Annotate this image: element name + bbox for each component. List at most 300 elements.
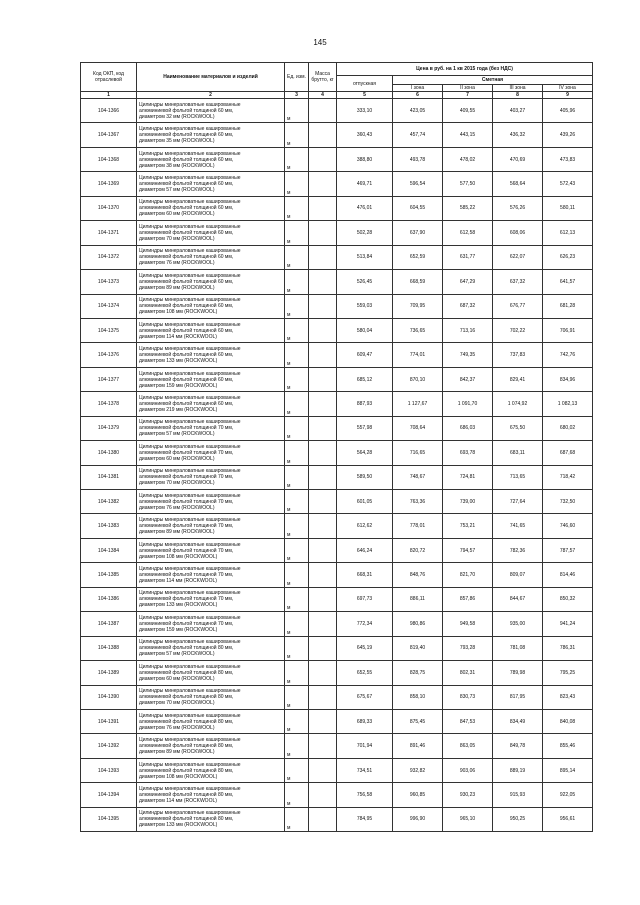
row-name-line: алюминиевой фольгой толщиной 70 мм, [139, 547, 234, 554]
row-mass [309, 294, 337, 318]
row-zone-4-price: 787,57 [543, 538, 593, 562]
row-name-line: диаметром 76 мм (ROCKWOOL) [139, 260, 215, 267]
row-mass [309, 245, 337, 269]
row-name-line: Цилиндры минераловатные кашированные [139, 639, 241, 646]
row-unit: м [285, 245, 309, 269]
row-release-price: 388,80 [337, 147, 393, 171]
row-name [137, 99, 285, 123]
row-name-line: Цилиндры минераловатные кашированные [139, 394, 241, 401]
row-name [137, 343, 285, 367]
row-zone-1-price: 708,64 [393, 416, 443, 440]
header-mass: Масса брутто, кг [309, 63, 337, 92]
row-mass [309, 612, 337, 636]
row-code: 104-1372 [81, 245, 137, 269]
row-zone-3-price: 889,19 [493, 758, 543, 782]
row-name-line: диаметром 89 мм (ROCKWOOL) [139, 529, 215, 536]
row-mass [309, 123, 337, 147]
row-mass [309, 783, 337, 807]
col-number: 7 [443, 92, 493, 99]
row-name-line: Цилиндры минераловатные кашированные [139, 272, 241, 279]
row-unit: м [285, 221, 309, 245]
row-name-line: диаметром 60 мм (ROCKWOOL) [139, 675, 215, 682]
row-zone-1-price: 932,82 [393, 758, 443, 782]
row-zone-4-price: 922,05 [543, 783, 593, 807]
row-zone-4-price: 786,31 [543, 636, 593, 660]
row-name [137, 367, 285, 391]
row-release-price: 476,01 [337, 196, 393, 220]
row-zone-3-price: 817,95 [493, 685, 543, 709]
row-zone-3-price: 741,65 [493, 514, 543, 538]
table-row [81, 612, 593, 636]
row-release-price: 513,84 [337, 245, 393, 269]
row-name [137, 661, 285, 685]
table-row [81, 318, 593, 342]
row-unit: м [285, 563, 309, 587]
row-name-line: диаметром 114 мм (ROCKWOOL) [139, 578, 217, 585]
row-zone-4-price: 814,46 [543, 563, 593, 587]
row-name-line: диаметром 57 мм (ROCKWOOL) [139, 651, 215, 658]
row-zone-1-price: 996,90 [393, 807, 443, 831]
row-name-line: диаметром 60 мм (ROCKWOOL) [139, 211, 215, 218]
row-name-line: алюминиевой фольгой толщиной 60 мм, [139, 352, 234, 359]
row-zone-2-price: 409,55 [443, 99, 493, 123]
row-name-line: Цилиндры минераловатные кашированные [139, 737, 241, 744]
row-unit: м [285, 734, 309, 758]
row-mass [309, 685, 337, 709]
row-zone-1-price: 848,76 [393, 563, 443, 587]
row-mass [309, 514, 337, 538]
row-zone-4-price: 941,24 [543, 612, 593, 636]
row-name-line: алюминиевой фольгой толщиной 60 мм, [139, 205, 234, 212]
row-name-line: алюминиевой фольгой толщиной 70 мм, [139, 620, 234, 627]
row-name-line: Цилиндры минераловатные кашированные [139, 614, 241, 621]
row-zone-3-price: 915,93 [493, 783, 543, 807]
row-zone-1-price: 828,75 [393, 661, 443, 685]
row-name-line: Цилиндры минераловатные кашированные [139, 712, 241, 719]
row-release-price: 756,58 [337, 783, 393, 807]
row-mass [309, 709, 337, 733]
table-row [81, 636, 593, 660]
row-code: 104-1370 [81, 196, 137, 220]
row-zone-4-price: 439,26 [543, 123, 593, 147]
row-name [137, 514, 285, 538]
row-name-line: диаметром 70 мм (ROCKWOOL) [139, 480, 215, 487]
row-name [137, 123, 285, 147]
row-mass [309, 465, 337, 489]
header-estimate: Сметная [393, 76, 593, 85]
row-unit: м [285, 441, 309, 465]
row-name-line: алюминиевой фольгой толщиной 80 мм, [139, 718, 234, 725]
row-unit: м [285, 392, 309, 416]
row-zone-1-price: 891,46 [393, 734, 443, 758]
row-name-line: Цилиндры минераловатные кашированные [139, 321, 241, 328]
row-name-line: Цилиндры минераловатные кашированные [139, 101, 241, 108]
row-name-line: алюминиевой фольгой толщиной 70 мм, [139, 474, 234, 481]
row-zone-3-price: 829,41 [493, 367, 543, 391]
row-name [137, 783, 285, 807]
row-name-line: диаметром 133 мм (ROCKWOOL) [139, 358, 218, 365]
table-row [81, 490, 593, 514]
col-number: 5 [337, 92, 393, 99]
table-row [81, 514, 593, 538]
row-name [137, 392, 285, 416]
row-name-line: Цилиндры минераловатные кашированные [139, 443, 241, 450]
row-unit: м [285, 636, 309, 660]
row-code: 104-1369 [81, 172, 137, 196]
row-zone-1-price: 1 127,67 [393, 392, 443, 416]
row-code: 104-1395 [81, 807, 137, 831]
row-zone-1-price: 820,72 [393, 538, 443, 562]
row-mass [309, 196, 337, 220]
row-zone-3-price: 849,78 [493, 734, 543, 758]
row-name-line: алюминиевой фольгой толщиной 80 мм, [139, 694, 234, 701]
table-row [81, 758, 593, 782]
row-name-line: диаметром 57 мм (ROCKWOOL) [139, 431, 215, 438]
row-unit: м [285, 538, 309, 562]
row-name-line: алюминиевой фольгой толщиной 70 мм, [139, 498, 234, 505]
row-zone-2-price: 949,58 [443, 612, 493, 636]
row-code: 104-1379 [81, 416, 137, 440]
row-zone-2-price: 794,57 [443, 538, 493, 562]
row-zone-3-price: 737,83 [493, 343, 543, 367]
table-row [81, 587, 593, 611]
row-zone-2-price: 739,00 [443, 490, 493, 514]
row-code: 104-1386 [81, 587, 137, 611]
row-name-line: алюминиевой фольгой толщиной 60 мм, [139, 400, 234, 407]
row-zone-4-price: 834,96 [543, 367, 593, 391]
row-name-line: диаметром 114 мм (ROCKWOOL) [139, 797, 217, 804]
row-name [137, 734, 285, 758]
row-name-line: Цилиндры минераловатные кашированные [139, 541, 241, 548]
row-unit: м [285, 123, 309, 147]
row-unit: м [285, 294, 309, 318]
row-name-line: алюминиевой фольгой толщиной 80 мм, [139, 767, 234, 774]
row-name [137, 587, 285, 611]
row-code: 104-1366 [81, 99, 137, 123]
table-body [81, 99, 593, 832]
row-code: 104-1368 [81, 147, 137, 171]
row-zone-3-price: 403,27 [493, 99, 543, 123]
row-zone-3-price: 782,36 [493, 538, 543, 562]
table-row [81, 147, 593, 171]
row-name-line: алюминиевой фольгой толщиной 80 мм, [139, 669, 234, 676]
row-zone-1-price: 980,86 [393, 612, 443, 636]
row-unit: м [285, 709, 309, 733]
row-code: 104-1383 [81, 514, 137, 538]
row-zone-2-price: 842,37 [443, 367, 493, 391]
row-zone-4-price: 742,76 [543, 343, 593, 367]
row-name [137, 538, 285, 562]
row-name-line: Цилиндры минераловатные кашированные [139, 566, 241, 573]
row-unit: м [285, 783, 309, 807]
row-name-line: Цилиндры минераловатные кашированные [139, 590, 241, 597]
row-name [137, 709, 285, 733]
row-name-line: диаметром 76 мм (ROCKWOOL) [139, 504, 215, 511]
header-zone-3: III зона [493, 85, 543, 92]
row-name-line: алюминиевой фольгой толщиной 70 мм, [139, 523, 234, 530]
row-code: 104-1390 [81, 685, 137, 709]
row-zone-1-price: 870,10 [393, 367, 443, 391]
row-zone-3-price: 809,07 [493, 563, 543, 587]
row-release-price: 469,71 [337, 172, 393, 196]
row-name-line: Цилиндры минераловатные кашированные [139, 199, 241, 206]
row-name [137, 807, 285, 831]
row-release-price: 333,10 [337, 99, 393, 123]
row-zone-3-price: 683,11 [493, 441, 543, 465]
row-zone-1-price: 493,78 [393, 147, 443, 171]
row-name-line: алюминиевой фольгой толщиной 60 мм, [139, 376, 234, 383]
row-name-line: Цилиндры минераловатные кашированные [139, 223, 241, 230]
header-zone-2: II зона [443, 85, 493, 92]
row-zone-1-price: 457,74 [393, 123, 443, 147]
row-code: 104-1367 [81, 123, 137, 147]
row-mass [309, 636, 337, 660]
col-number: 3 [285, 92, 309, 99]
row-mass [309, 490, 337, 514]
row-zone-4-price: 823,43 [543, 685, 593, 709]
row-zone-2-price: 930,23 [443, 783, 493, 807]
row-name-line: алюминиевой фольгой толщиной 60 мм, [139, 229, 234, 236]
row-unit: м [285, 807, 309, 831]
col-number: 8 [493, 92, 543, 99]
row-name [137, 416, 285, 440]
row-mass [309, 587, 337, 611]
row-zone-3-price: 713,65 [493, 465, 543, 489]
row-name-line: Цилиндры минераловатные кашированные [139, 248, 241, 255]
row-unit: м [285, 661, 309, 685]
row-name [137, 441, 285, 465]
row-zone-1-price: 637,90 [393, 221, 443, 245]
row-zone-3-price: 568,64 [493, 172, 543, 196]
row-zone-1-price: 736,65 [393, 318, 443, 342]
row-zone-1-price: 778,01 [393, 514, 443, 538]
row-zone-4-price: 626,23 [543, 245, 593, 269]
row-name [137, 490, 285, 514]
row-zone-3-price: 675,50 [493, 416, 543, 440]
row-zone-3-price: 727,64 [493, 490, 543, 514]
row-name-line: Цилиндры минераловатные кашированные [139, 517, 241, 524]
row-zone-4-price: 895,14 [543, 758, 593, 782]
row-zone-1-price: 748,67 [393, 465, 443, 489]
row-zone-3-price: 789,98 [493, 661, 543, 685]
row-zone-3-price: 834,49 [493, 709, 543, 733]
row-mass [309, 807, 337, 831]
row-name-line: диаметром 133 мм (ROCKWOOL) [139, 602, 218, 609]
row-name [137, 221, 285, 245]
row-release-price: 697,73 [337, 587, 393, 611]
row-name-line: Цилиндры минераловатные кашированные [139, 346, 241, 353]
row-unit: м [285, 465, 309, 489]
table-row [81, 807, 593, 831]
row-zone-2-price: 821,70 [443, 563, 493, 587]
row-mass [309, 99, 337, 123]
table-row [81, 709, 593, 733]
row-name-line: алюминиевой фольгой толщиной 60 мм, [139, 303, 234, 310]
row-zone-4-price: 405,96 [543, 99, 593, 123]
row-release-price: 701,94 [337, 734, 393, 758]
row-name-line: Цилиндры минераловатные кашированные [139, 419, 241, 426]
row-name [137, 294, 285, 318]
row-zone-1-price: 858,10 [393, 685, 443, 709]
row-zone-1-price: 819,40 [393, 636, 443, 660]
row-code: 104-1384 [81, 538, 137, 562]
row-name [137, 318, 285, 342]
row-name-line: Цилиндры минераловатные кашированные [139, 175, 241, 182]
row-release-price: 645,19 [337, 636, 393, 660]
row-zone-3-price: 702,22 [493, 318, 543, 342]
row-code: 104-1381 [81, 465, 137, 489]
row-release-price: 526,45 [337, 270, 393, 294]
row-zone-2-price: 724,81 [443, 465, 493, 489]
table-row [81, 661, 593, 685]
row-unit: м [285, 490, 309, 514]
row-zone-2-price: 802,31 [443, 661, 493, 685]
row-zone-1-price: 423,05 [393, 99, 443, 123]
row-zone-2-price: 793,28 [443, 636, 493, 660]
row-release-price: 580,04 [337, 318, 393, 342]
row-unit: м [285, 270, 309, 294]
row-release-price: 734,51 [337, 758, 393, 782]
price-table [80, 62, 593, 832]
header-unit: Ед. изм. [285, 63, 309, 92]
table-row [81, 123, 593, 147]
row-zone-3-price: 622,07 [493, 245, 543, 269]
table-row [81, 465, 593, 489]
row-zone-2-price: 965,10 [443, 807, 493, 831]
row-release-price: 668,31 [337, 563, 393, 587]
row-zone-1-price: 774,01 [393, 343, 443, 367]
row-zone-2-price: 903,06 [443, 758, 493, 782]
row-zone-3-price: 935,00 [493, 612, 543, 636]
row-name-line: диаметром 57 мм (ROCKWOOL) [139, 187, 215, 194]
row-zone-4-price: 718,42 [543, 465, 593, 489]
row-zone-4-price: 732,50 [543, 490, 593, 514]
row-name-line: алюминиевой фольгой толщиной 60 мм, [139, 156, 234, 163]
row-name [137, 172, 285, 196]
row-name [137, 270, 285, 294]
row-mass [309, 416, 337, 440]
row-unit: м [285, 514, 309, 538]
row-name [137, 196, 285, 220]
row-name-line: диаметром 159 мм (ROCKWOOL) [139, 626, 218, 633]
row-release-price: 689,33 [337, 709, 393, 733]
row-code: 104-1393 [81, 758, 137, 782]
row-release-price: 609,47 [337, 343, 393, 367]
row-name-line: диаметром 70 мм (ROCKWOOL) [139, 700, 215, 707]
row-name-line: алюминиевой фольгой толщиной 70 мм, [139, 425, 234, 432]
header-zone-1: I зона [393, 85, 443, 92]
table-row [81, 538, 593, 562]
row-code: 104-1387 [81, 612, 137, 636]
row-unit: м [285, 99, 309, 123]
row-name-line: диаметром 35 мм (ROCKWOOL) [139, 138, 215, 145]
row-release-price: 612,62 [337, 514, 393, 538]
row-name [137, 465, 285, 489]
row-zone-4-price: 681,28 [543, 294, 593, 318]
row-name [137, 612, 285, 636]
table-row [81, 270, 593, 294]
row-code: 104-1392 [81, 734, 137, 758]
row-zone-3-price: 1 074,92 [493, 392, 543, 416]
header-zone-4: IV зона [543, 85, 593, 92]
row-name-line: Цилиндры минераловатные кашированные [139, 810, 241, 817]
row-name-line: Цилиндры минераловатные кашированные [139, 126, 241, 133]
row-name-line: диаметром 108 мм (ROCKWOOL) [139, 309, 218, 316]
row-release-price: 557,98 [337, 416, 393, 440]
row-name-line: Цилиндры минераловатные кашированные [139, 761, 241, 768]
row-release-price: 887,93 [337, 392, 393, 416]
row-zone-4-price: 746,60 [543, 514, 593, 538]
row-zone-4-price: 795,25 [543, 661, 593, 685]
header-price-group: Цена в руб. на 1 кв 2015 года (без НДС) [337, 63, 593, 76]
row-zone-3-price: 608,06 [493, 221, 543, 245]
table-row [81, 343, 593, 367]
table-row [81, 172, 593, 196]
row-name-line: Цилиндры минераловатные кашированные [139, 150, 241, 157]
table-row [81, 196, 593, 220]
row-name [137, 245, 285, 269]
row-zone-2-price: 585,22 [443, 196, 493, 220]
col-number: 2 [137, 92, 285, 99]
row-name-line: Цилиндры минераловатные кашированные [139, 688, 241, 695]
row-mass [309, 172, 337, 196]
row-code: 104-1375 [81, 318, 137, 342]
row-name-line: алюминиевой фольгой толщиной 80 мм, [139, 791, 234, 798]
row-zone-2-price: 749,35 [443, 343, 493, 367]
row-name-line: диаметром 32 мм (ROCKWOOL) [139, 113, 215, 120]
row-zone-1-price: 875,45 [393, 709, 443, 733]
table-row [81, 99, 593, 123]
row-zone-4-price: 687,68 [543, 441, 593, 465]
row-zone-3-price: 844,67 [493, 587, 543, 611]
row-mass [309, 147, 337, 171]
row-release-price: 559,03 [337, 294, 393, 318]
table-row [81, 563, 593, 587]
row-name-line: алюминиевой фольгой толщиной 80 мм, [139, 645, 234, 652]
row-name-line: диаметром 108 мм (ROCKWOOL) [139, 773, 218, 780]
row-zone-3-price: 676,77 [493, 294, 543, 318]
row-zone-2-price: 857,86 [443, 587, 493, 611]
table-row [81, 294, 593, 318]
table-row [81, 416, 593, 440]
row-zone-1-price: 596,54 [393, 172, 443, 196]
row-name [137, 685, 285, 709]
row-mass [309, 441, 337, 465]
row-name-line: диаметром 108 мм (ROCKWOOL) [139, 553, 218, 560]
row-zone-2-price: 687,32 [443, 294, 493, 318]
row-zone-3-price: 950,25 [493, 807, 543, 831]
row-name-line: алюминиевой фольгой толщиной 70 мм, [139, 449, 234, 456]
row-mass [309, 758, 337, 782]
row-code: 104-1382 [81, 490, 137, 514]
row-name-line: диаметром 89 мм (ROCKWOOL) [139, 749, 215, 756]
row-code: 104-1376 [81, 343, 137, 367]
row-mass [309, 318, 337, 342]
row-unit: м [285, 147, 309, 171]
row-zone-4-price: 956,61 [543, 807, 593, 831]
row-name [137, 636, 285, 660]
table-row [81, 392, 593, 416]
row-zone-4-price: 680,02 [543, 416, 593, 440]
row-release-price: 652,55 [337, 661, 393, 685]
table-row [81, 367, 593, 391]
row-name-line: Цилиндры минераловатные кашированные [139, 370, 241, 377]
row-name-line: алюминиевой фольгой толщиной 60 мм, [139, 181, 234, 188]
row-code: 104-1389 [81, 661, 137, 685]
row-name [137, 758, 285, 782]
row-zone-2-price: 830,73 [443, 685, 493, 709]
row-release-price: 685,12 [337, 367, 393, 391]
